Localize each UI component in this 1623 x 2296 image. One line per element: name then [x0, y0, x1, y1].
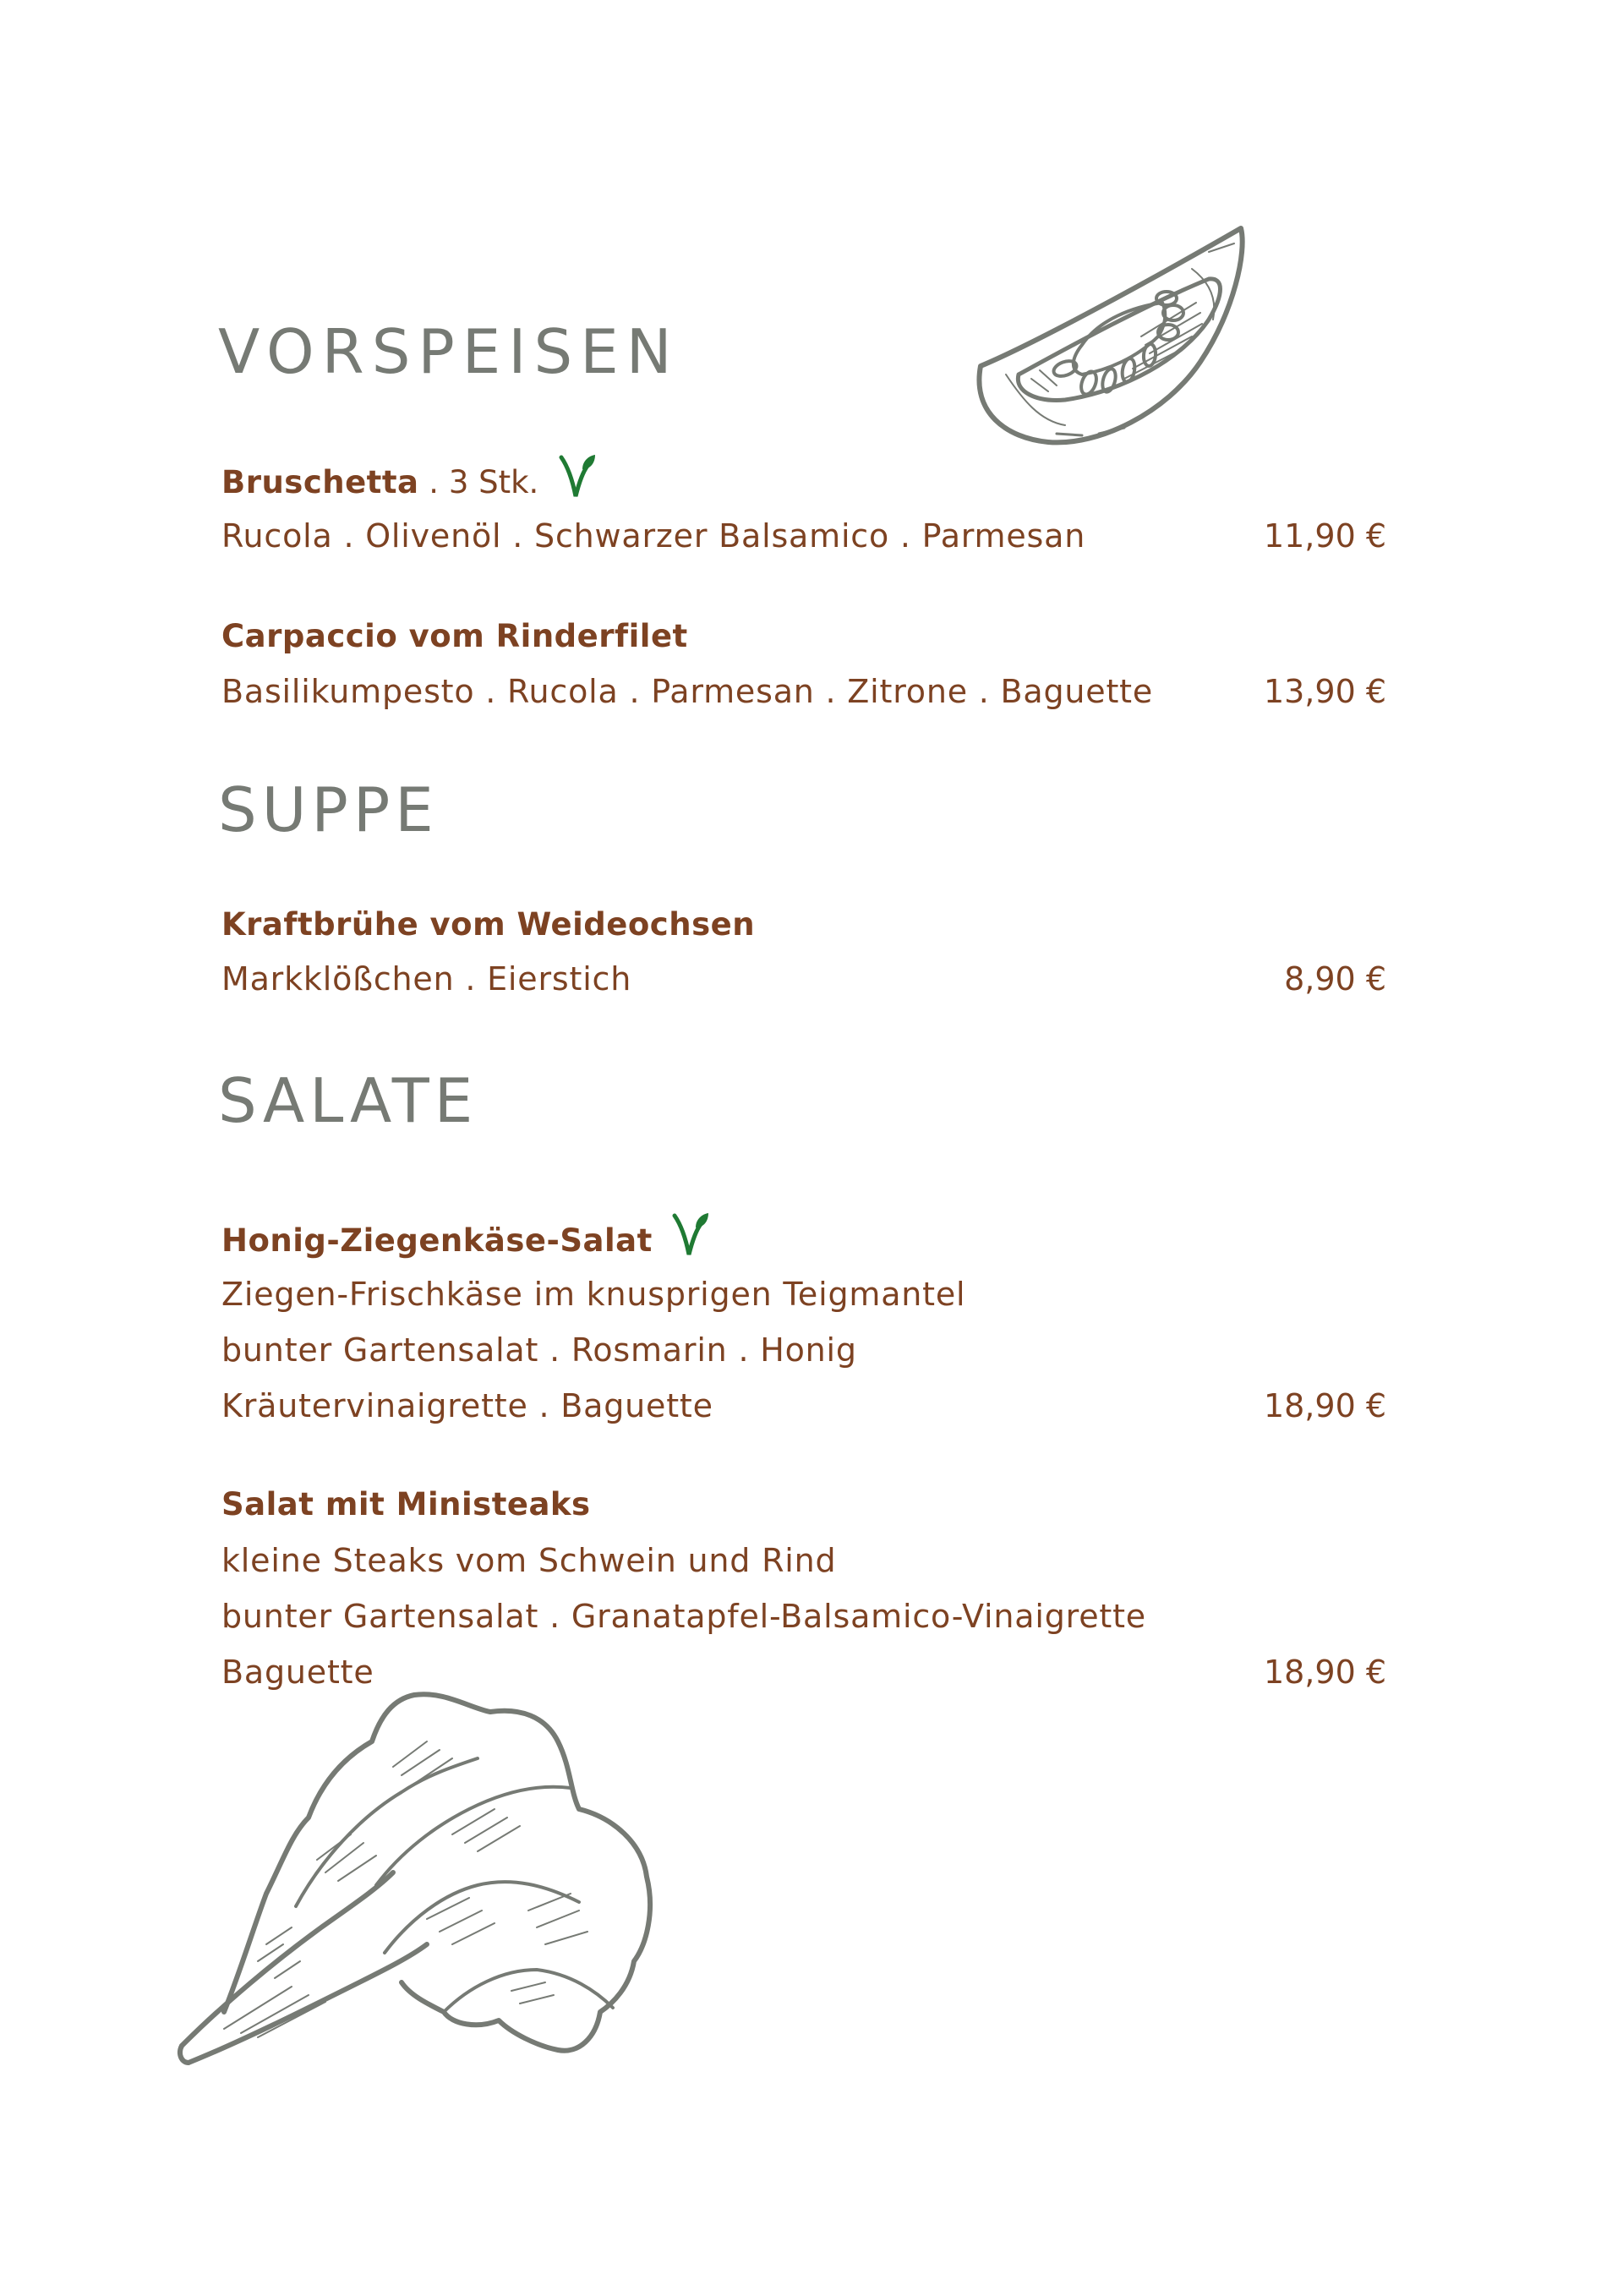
item-description-line: Rucola . Olivenöl . Schwarzer Balsamico . Parmesan — [221, 517, 1086, 555]
item-name: Carpaccio vom Rinderfilet — [221, 618, 688, 654]
menu-item-description-row — [221, 1326, 1386, 1374]
tomato-slice-illustration — [955, 218, 1260, 455]
item-quantity: . 3 Stk. — [418, 464, 539, 500]
item-description-line: bunter Gartensalat . Granatapfel-Balsamico-Vinaigrette — [221, 1598, 1146, 1635]
vegetarian-leaf-icon — [559, 454, 596, 498]
lettuce-leaf-illustration — [173, 1691, 672, 2080]
item-description-line: kleine Steaks vom Schwein und Rind — [221, 1542, 837, 1579]
menu-item-description-row — [221, 1537, 1386, 1584]
menu-item-description-row — [221, 668, 1386, 715]
item-name: Honig-Ziegenkäse-Salat — [221, 1222, 653, 1259]
item-name: Salat mit Ministeaks — [221, 1486, 591, 1522]
item-name: Bruschetta — [221, 464, 419, 500]
menu-item-description-row — [221, 1382, 1386, 1430]
item-price: 11,90 € — [1263, 517, 1386, 555]
menu-item-description-row — [221, 512, 1386, 560]
item-description-line: Markklößchen . Eierstich — [221, 960, 632, 998]
vegetarian-leaf-icon — [672, 1212, 709, 1256]
item-price: 18,90 € — [1263, 1654, 1386, 1691]
item-description-line: Ziegen-Frischkäse im knusprigen Teigmantel — [221, 1276, 966, 1313]
menu-item-title-salat-mit-ministeaks — [221, 1481, 1386, 1528]
menu-item-title-carpaccio — [221, 613, 1386, 660]
item-description-line: Baguette — [221, 1654, 374, 1691]
menu-item-title-kraftbruehe — [221, 901, 1386, 948]
section-heading-suppe: SUPPE — [218, 774, 439, 845]
item-description-line: bunter Gartensalat . Rosmarin . Honig — [221, 1331, 857, 1369]
menu-item-title-honig-ziegenkaese-salat — [221, 1215, 1386, 1262]
item-price: 8,90 € — [1284, 960, 1386, 998]
menu-item-description-row — [221, 955, 1386, 1003]
menu-item-description-row — [221, 1648, 1386, 1696]
menu-item-description-row — [221, 1271, 1386, 1318]
menu-item-title-bruschetta — [221, 456, 1386, 504]
menu-item-description-row — [221, 1593, 1386, 1640]
item-description-line: Kräutervinaigrette . Baguette — [221, 1387, 713, 1424]
item-name: Kraftbrühe vom Weideochsen — [221, 906, 756, 943]
section-heading-salate: SALATE — [218, 1065, 478, 1136]
item-description-line: Basilikumpesto . Rucola . Parmesan . Zitrone . Baguette — [221, 673, 1154, 710]
section-heading-vorspeisen: VORSPEISEN — [218, 316, 680, 387]
item-price: 18,90 € — [1263, 1387, 1386, 1424]
item-price: 13,90 € — [1263, 673, 1386, 710]
